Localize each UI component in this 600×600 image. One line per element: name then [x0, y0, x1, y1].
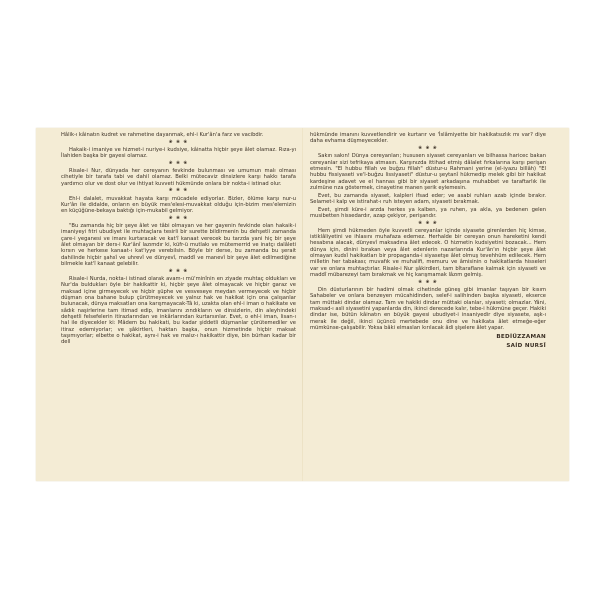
paragraph: Hakaik-i imaniye ve hizmet-i nuriye-i kudsiye, kâinatta hiçbir şeye âlet olamaz. Rıza-yı İlahiden başka bir gayesi olamaz.: [61, 146, 296, 160]
ornament-divider: ❀ ❀ ❀: [168, 139, 189, 145]
center-fold: [302, 128, 303, 481]
right-column: [310, 132, 546, 351]
signature: [310, 333, 546, 351]
ornament-divider: ❀ ❀ ❀: [168, 268, 189, 274]
signature-line-2: SAİD NURSÎ: [506, 343, 546, 350]
ornament-divider: ❀ ❀ ❀: [418, 279, 438, 285]
paragraph: Evet, şimdi küre-i arzda herkes ya kalben, ya ruhen, ya akla, ya bedenen gelen musibetten hissedardır, azap çekiyor, perişandır.: [310, 206, 546, 219]
paragraph: Evet, bu zamanda siyaset, kalpleri ifsad eder; ve asabi ruhları azab içinde bırakır. Selamet-i kalp ve istirahat-ı ruh isteyen adam, siyaseti bırakmak.: [310, 192, 546, 205]
paragraph: Hem şimdi hükmeden öyle kuvvetli cereyanlar içinde siyasete girenlerden hiç kimse, istiklâliyetini ve ihlasını muhafaza edemez. Herhalde bir cereyan onun hareketini kendi hesabına alacak, dünyevî maksadına âlet edecek. O hizmetin kudsiyetini bozacak... Hem dünya için, dinini bırakan veya âlet edenlerin nazarlarında Kur'ân'ın hiçbir şeye âlet olmayan kudsî hakikatları bir propaganda-i siyasetşe âlet olmuş tevehhüm edilecek. Hem milletin her tabakası; muvafık ve muhalifi, memuru ve âmisinin o hakikatlarda hisseleri var ve onlara muhtaçtırlar. Risale-i Nur şâkirdleri, tam bîtaraflane kalmak için siyaseti ve maddî mübarezeyi tam bırakmak ve hiç karışmamak lâzım gelmiş.: [310, 227, 546, 279]
paragraph: Ehl-i dalalet, muvakkat hayata karşı mücadele ediyorlar. Bizler, ölüme karşı nur-u Kur'ân ile didalde, onların en büyük mes'elesi-muvakkat olduğu için-bizim mes'elemizin en küçüğüne-bekaya baktığı için-mukabil gelmiyor.: [61, 195, 296, 215]
paragraph: Hâlik-ı kâinatın kudret ve rahmetine dayanmak, ehl-i Kur'ân'a farz ve vacibdir.: [61, 132, 264, 138]
ornament-divider: ❀ ❀ ❀: [418, 220, 438, 226]
paragraph: Din düsturlarının bir hadimi olmak cihetinde güneş gibi imanlar taşıyan bir kısım Sahabeler ve onlara benzeyen mücahidinden, selef-i salihinden başka siyaseti, ekserce tam müttaki dindar olamaz. Tam ve hakiki dindar müttaki olanlar, siyaseti; olmazlar. Yâni, maksad-ı asli siyasetini yapanlarda din, ikinci derecede kalır, tebe-i hükmüne geçer. Hakiki dindar ise, bütün kâinatın en büyük gayesi ubudiyet-i insaniyedir diye siyasete, aşk-ı merak ile değil, ikinci üçüncü mertebede onu dine ve hakikata âlet etmeğe-eğer mümkünse-çalışabilir. Yoksa bâki elmasları kırılacak âdi şişelere âlet yapar.: [310, 286, 546, 331]
ornament-divider: ❀ ❀ ❀: [168, 160, 189, 166]
signature-line-1: BEDİÜZZAMAN: [496, 334, 546, 341]
paragraph: Risale-i Nurda, nokta-i istinad olarak avam-ı mü'minînin en ziyade muhtaç oldukları ve Nur'da buldukları öyle bir hakikattir ki, hiçbir şeye âlet olmayacak ve hiçbir garaz ve maksad içine girmeyecek ve hiçbir şüphe ve vesveseye meydan vermeyecek ve hiçbir düşman ona bahane bulup çürütmeyecek ve yalnız hak ve hakikat için ona çalışanlar bulunacak, dünya maksatları ona karışmayacak-Tâ ki, uzakta olan ehl-i iman o hakikate ve sâdık naşirlerine tam itimad edip, imanlarını zındıkların ve dinsizlerin, din aleyhindeki dehşetli felsefelerin itirazlarından ve inkârlarından kurtarsınlar. Evet, o ehl-i iman, lisan-ı hal ile diyecekler ki: Mâdem bu hakikati, bu kadar şiddetli düşmanlar çürütemediler ve itiraz edemiyorlar; ve şâkirtleri, haktan başka, onun hizmetinde hiçbir maksat taşımıyorlar; elbette o hakikat, aynı-i hak ve malız-ı hakikattir diye, bin bürhan kadar bir dell: [61, 275, 296, 346]
ornament-divider: ❀ ❀ ❀: [418, 145, 438, 151]
left-column: [61, 132, 296, 347]
paragraph: "Bu zamanda hiç bir şeye âlet ve tâbi olmayan ve her gayenin fevkinde olan hakaik-i imaniyeyi fıtri ubudiyet ile muhtaçlara tesirli bir surette bildirmenin bu dehşetli zamanda çare-i yeganesi ve imanı kurtaracak ve kat'î kanaat verecek bu tarzda yani hiç bir şeye âlet olmayan bir ders-i Kur'ânî lazımdır ki, küfr-ü mutlakı ve mütemerrid ve inatçı dalâleti kırsın ve herkese kanaat-ı kat'iyye verebilsin. Böyle bir derse, bu zamanda bu şerait dahilinde hiçbir şahsî ve uhrevî ve dünyevî, maddî ve manevî bir şeye âlet edilmediğine bilmekle kat'î kanaat gelebilir.: [61, 223, 296, 268]
paragraph: Risale-i Nur, dünyada her cereyanın fevkinde bulunması ve umumun malı olması cihetiyle bir tarafa tabi ve dahil olamaz. Belki mütecaviz dinsizlere karşı hakkı tarafa yardımcı olur ve dost olur ve ihtiyat kuvveti hükmünde onlara bir nokta-i istinad olur.: [61, 168, 296, 187]
ornament-divider: ❀ ❀ ❀: [168, 188, 189, 194]
ornament-divider: ❀ ❀ ❀: [168, 215, 189, 221]
paragraph: hükmünde imanını kuvvetlendirir ve kurtarır ve 'İslâmiyette bir hakikatsızlık mı var? diye daha evhama düşmeyecekler.: [310, 132, 546, 145]
paragraph: Sakın sakın! Dünya cereyanları; hususen siyaset cereyanları ve bilhassa haricec bakan cereyanlar sizi tefrikaya atmasın. Karşınızda ittihad etmiş dâlalet fırkalarına karşı perişan etmesin. "El hubbu fillah ve buğzu fillah" düstur-u Rahmani yerine (el-iyazu billâh) "El hubbu fissiyaseti ve'l-buğzu lissiyaseti" düstur-u şeytanî hükmedip melek gibi bir hakikat kardeşine adavet ve el hannas gibi bir siyaset arkadaşına muhabbet ve taraftarlık ile zulmüne rıza göstermek, cinayetine manen şerik eylemesin.: [310, 153, 546, 191]
